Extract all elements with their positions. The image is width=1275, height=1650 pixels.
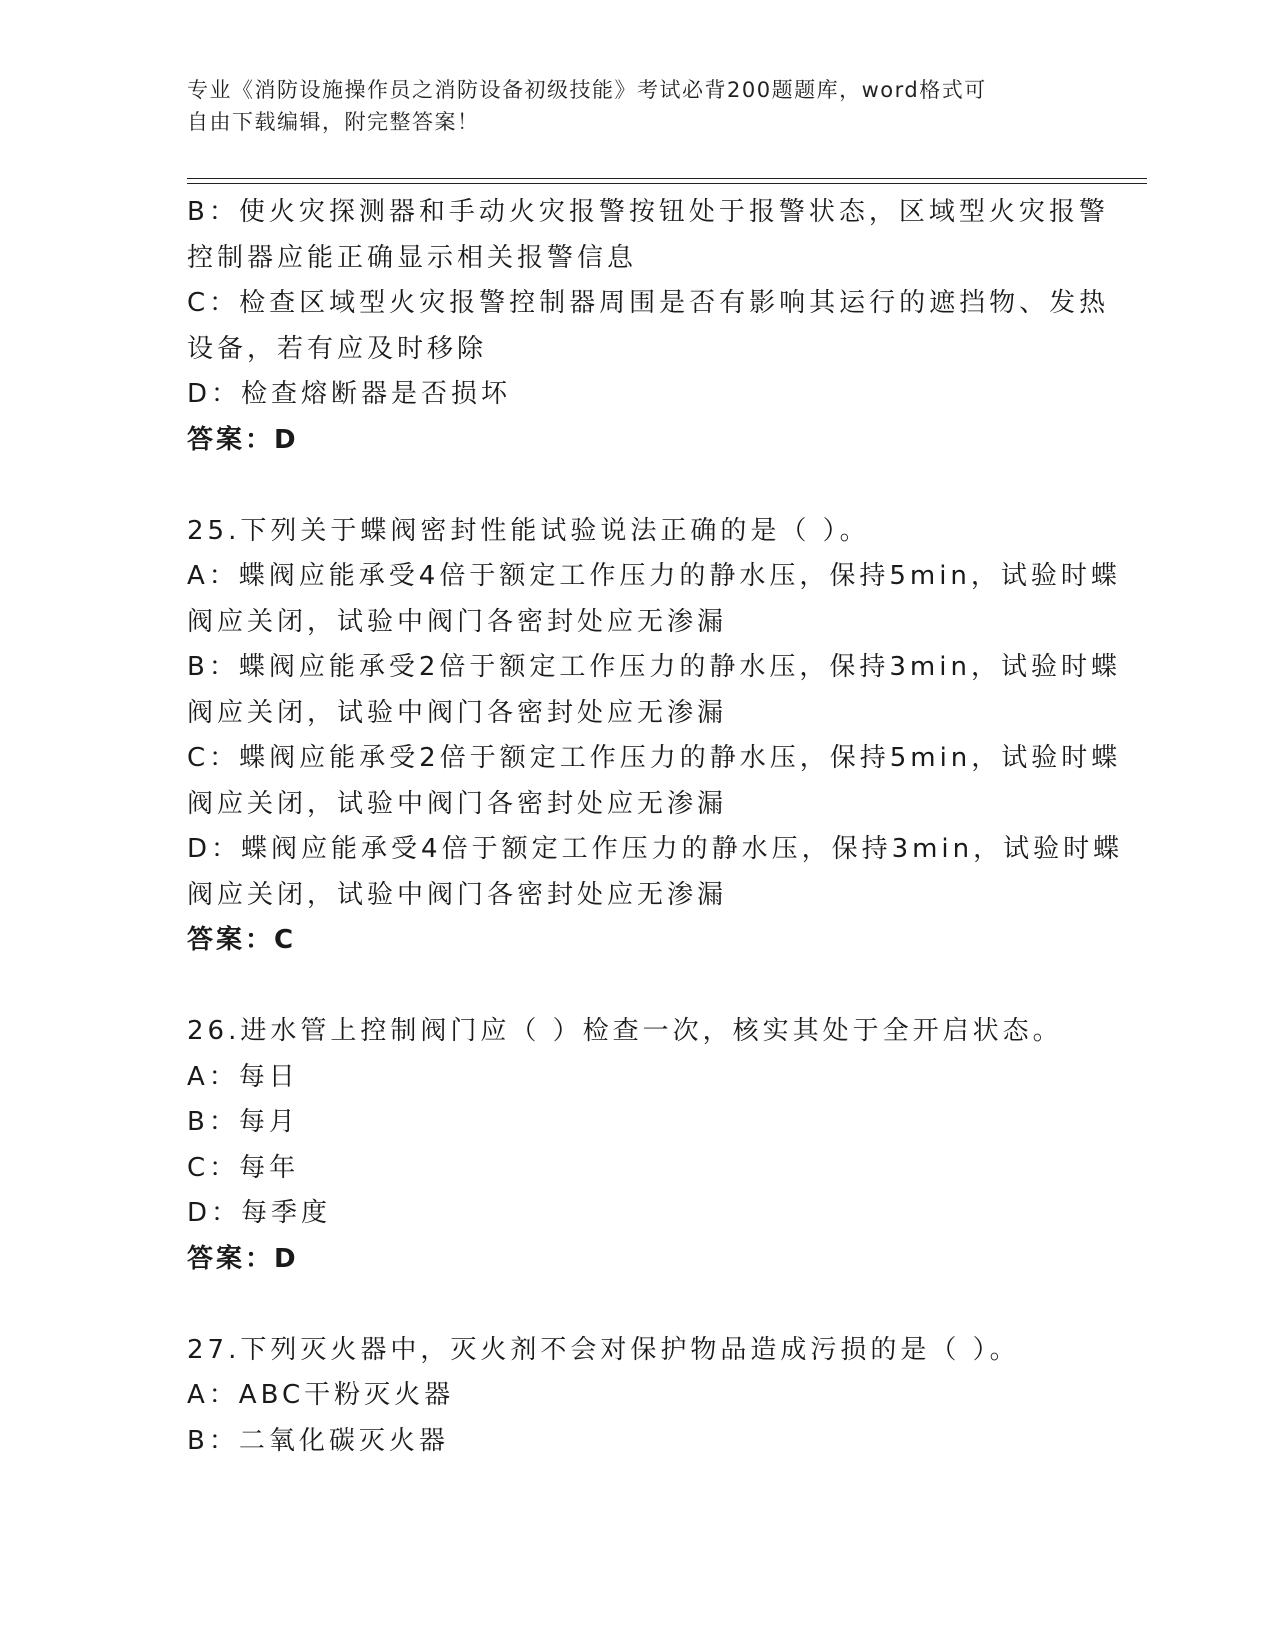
q25-option-d-line-2: 阀应关闭，试验中阀门各密封处应无渗漏 [187,879,728,910]
prev-answer: 答案：D [187,424,299,455]
q27-option-a: A：ABC干粉灭火器 [187,1380,455,1410]
q25-option-b-line-1: B：蝶阀应能承受2倍于额定工作压力的静水压，保持3min，试验时蝶 [187,652,1121,682]
document-body [187,190,1124,1464]
document-header [187,74,1087,138]
header-rule-top [187,178,1147,179]
header-line-2: 自由下载编辑，附完整答案！ [187,110,480,134]
header-line-1: 专业《消防设施操作员之消防设备初级技能》考试必背200题题库，word格式可 [187,78,987,102]
q25-option-c-line-1: C：蝶阀应能承受2倍于额定工作压力的静水压，保持5min，试验时蝶 [187,743,1122,773]
q25-option-d-line-1: D：蝶阀应能承受4倍于额定工作压力的静水压，保持3min，试验时蝶 [187,834,1124,864]
q25-option-c-line-2: 阀应关闭，试验中阀门各密封处应无渗漏 [187,788,728,819]
q26-answer: 答案：D [187,1243,299,1274]
spacer [187,1282,1087,1328]
q26-option-a: A：每日 [187,1061,299,1092]
q27-option-b: B：二氧化碳灭火器 [187,1425,449,1456]
q25-stem: 25.下列关于蝶阀密封性能试验说法正确的是（ ）。 [187,515,870,546]
q26-option-b: B：每月 [187,1107,299,1137]
header-rule-bottom [187,183,1147,184]
q27-stem: 27.下列灭火器中，灭火剂不会对保护物品造成污损的是（ ）。 [187,1334,1020,1365]
spacer [187,463,1087,509]
prev-option-d: D：检查熔断器是否损坏 [187,379,512,409]
q25-option-b-line-2: 阀应关闭，试验中阀门各密封处应无渗漏 [187,697,728,728]
q26-option-c: C：每年 [187,1152,300,1183]
q26-option-d: D：每季度 [187,1198,332,1228]
q25-option-a-line-1: A：蝶阀应能承受4倍于额定工作压力的静水压，保持5min，试验时蝶 [187,561,1121,591]
prev-option-c-line-2: 设备，若有应及时移除 [187,333,488,364]
q26-stem: 26.进水管上控制阀门应（ ）检查一次，核实其处于全开启状态。 [187,1016,1063,1046]
q25-option-a-line-2: 阀应关闭，试验中阀门各密封处应无渗漏 [187,606,728,637]
q25-answer: 答案：C [187,925,297,955]
prev-option-b-line-2: 控制器应能正确显示相关报警信息 [187,242,638,273]
prev-option-b-line-1: B：使火灾探测器和手动火灾报警按钮处于报警状态，区域型火灾报警 [187,197,1109,227]
prev-option-c-line-1: C：检查区域型火灾报警控制器周围是否有影响其运行的遮挡物、发热 [187,288,1110,318]
spacer [187,964,1087,1010]
